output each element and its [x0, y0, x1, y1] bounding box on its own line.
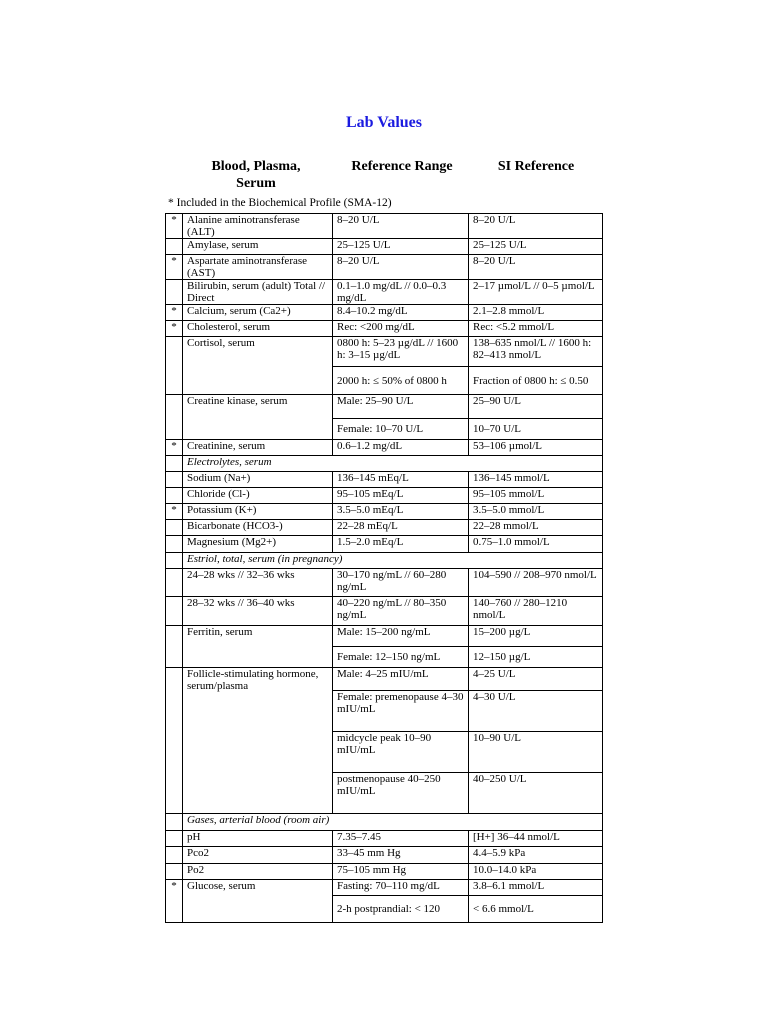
sma12-marker [166, 488, 183, 504]
table-row [166, 440, 603, 456]
reference-range-cell: 1.5–2.0 mEq/L [333, 536, 469, 553]
reference-range-cell: 7.35–7.45 [333, 831, 469, 847]
si-reference-cell: 22–28 mmol/L [469, 520, 603, 536]
section-label: Estriol, total, serum (in pregnancy) [183, 553, 603, 569]
reference-range-cell: 22–28 mEq/L [333, 520, 469, 536]
table-row [166, 831, 603, 847]
reference-range-cell: Female: premenopause 4–30 mIU/mL [333, 691, 469, 732]
analyte-cell: 24–28 wks // 32–36 wks [183, 569, 333, 597]
analyte-cell: Aspartate aminotransferase (AST) [183, 255, 333, 280]
sma12-marker [166, 239, 183, 255]
reference-range-cell: 2-h postprandial: < 120 [333, 896, 469, 923]
analyte-cell: Pco2 [183, 847, 333, 864]
analyte-cell: Cortisol, serum [183, 337, 333, 395]
reference-range-cell: 25–125 U/L [333, 239, 469, 255]
sma12-marker [166, 626, 183, 668]
si-reference-cell: 8–20 U/L [469, 255, 603, 280]
sma12-marker [166, 472, 183, 488]
si-reference-cell: 10–90 U/L [469, 732, 603, 773]
si-reference-cell: 10–70 U/L [469, 419, 603, 440]
table-row [166, 239, 603, 255]
table-row [166, 569, 603, 597]
si-reference-cell: 8–20 U/L [469, 214, 603, 239]
table-row [166, 305, 603, 321]
si-reference-cell: 95–105 mmol/L [469, 488, 603, 504]
reference-range-cell: 8–20 U/L [333, 255, 469, 280]
analyte-cell: Potassium (K+) [183, 504, 333, 520]
si-reference-cell: 15–200 µg/L [469, 626, 603, 647]
si-reference-cell: Rec: <5.2 mmol/L [469, 321, 603, 337]
reference-range-cell: 0.6–1.2 mg/dL [333, 440, 469, 456]
sma12-marker [166, 337, 183, 395]
si-reference-cell: 40–250 U/L [469, 773, 603, 814]
marker-cell [166, 553, 183, 569]
section-row [166, 553, 603, 569]
si-reference-cell: 136–145 mmol/L [469, 472, 603, 488]
analyte-cell: Ferritin, serum [183, 626, 333, 668]
reference-range-cell: 40–220 ng/mL // 80–350 ng/mL [333, 597, 469, 626]
table-row [166, 847, 603, 864]
table-row [166, 395, 603, 419]
section-row [166, 456, 603, 472]
reference-range-cell: Fasting: 70–110 mg/dL [333, 880, 469, 896]
sma12-marker [166, 520, 183, 536]
analyte-cell: Creatinine, serum [183, 440, 333, 456]
table-row [166, 214, 603, 239]
table-row [166, 668, 603, 691]
table-row [166, 880, 603, 896]
reference-range-cell: Female: 10–70 U/L [333, 419, 469, 440]
reference-range-cell: Male: 15–200 ng/mL [333, 626, 469, 647]
si-reference-cell: 138–635 nmol/L // 1600 h: 82–413 nmol/L [469, 337, 603, 367]
reference-range-cell: 95–105 mEq/L [333, 488, 469, 504]
table-row [166, 520, 603, 536]
table-row [166, 255, 603, 280]
marker-cell [166, 814, 183, 831]
table-row [166, 504, 603, 520]
section-label: Gases, arterial blood (room air) [183, 814, 603, 831]
sma12-marker [166, 831, 183, 847]
reference-range-cell: midcycle peak 10–90 mIU/mL [333, 732, 469, 773]
analyte-cell: Bicarbonate (HCO3-) [183, 520, 333, 536]
table-row [166, 321, 603, 337]
sma12-marker [166, 536, 183, 553]
sma12-marker [166, 668, 183, 814]
si-reference-cell: 25–125 U/L [469, 239, 603, 255]
reference-range-cell: 8.4–10.2 mg/dL [333, 305, 469, 321]
table-row [166, 536, 603, 553]
reference-range-cell: 3.5–5.0 mEq/L [333, 504, 469, 520]
sma12-marker [166, 597, 183, 626]
si-reference-cell: 4–25 U/L [469, 668, 603, 691]
reference-range-cell: postmenopause 40–250 mIU/mL [333, 773, 469, 814]
analyte-cell: Sodium (Na+) [183, 472, 333, 488]
reference-range-cell: 8–20 U/L [333, 214, 469, 239]
analyte-cell: Amylase, serum [183, 239, 333, 255]
reference-range-cell: 30–170 ng/mL // 60–280 ng/mL [333, 569, 469, 597]
reference-range-cell: 75–105 mm Hg [333, 864, 469, 880]
sma12-marker [166, 864, 183, 880]
table-row [166, 597, 603, 626]
column-header-reference-range: Reference Range [351, 159, 453, 174]
table-row [166, 864, 603, 880]
si-reference-cell: < 6.6 mmol/L [469, 896, 603, 923]
table-row [166, 626, 603, 647]
sma12-marker: * [166, 880, 183, 923]
sma12-marker: * [166, 305, 183, 321]
sma12-note: * Included in the Biochemical Profile (SMA-12) [168, 197, 392, 209]
lab-values-table [165, 213, 603, 923]
analyte-cell: Magnesium (Mg2+) [183, 536, 333, 553]
si-reference-cell: [H+] 36–44 nmol/L [469, 831, 603, 847]
table-row [166, 472, 603, 488]
analyte-cell: Follicle-stimulating hormone, serum/plasma [183, 668, 333, 814]
column-header-si-reference: SI Reference [497, 159, 575, 174]
table-row [166, 280, 603, 305]
si-reference-cell: 4.4–5.9 kPa [469, 847, 603, 864]
reference-range-cell: 2000 h: ≤ 50% of 0800 h [333, 367, 469, 395]
si-reference-cell: 140–760 // 280–1210 nmol/L [469, 597, 603, 626]
analyte-cell: Po2 [183, 864, 333, 880]
si-reference-cell: 12–150 µg/L [469, 647, 603, 668]
analyte-cell: Calcium, serum (Ca2+) [183, 305, 333, 321]
sma12-marker [166, 395, 183, 440]
analyte-cell: Bilirubin, serum (adult) Total // Direct [183, 280, 333, 305]
si-reference-cell: 25–90 U/L [469, 395, 603, 419]
si-reference-cell: 0.75–1.0 mmol/L [469, 536, 603, 553]
si-reference-cell: 3.8–6.1 mmol/L [469, 880, 603, 896]
analyte-cell: 28–32 wks // 36–40 wks [183, 597, 333, 626]
sma12-marker [166, 847, 183, 864]
reference-range-cell: 136–145 mEq/L [333, 472, 469, 488]
sma12-marker: * [166, 321, 183, 337]
analyte-cell: Chloride (Cl-) [183, 488, 333, 504]
si-reference-cell: 104–590 // 208–970 nmol/L [469, 569, 603, 597]
table-row [166, 337, 603, 367]
analyte-cell: Creatine kinase, serum [183, 395, 333, 440]
table-row [166, 488, 603, 504]
reference-range-cell: 33–45 mm Hg [333, 847, 469, 864]
page-title: Lab Values [345, 114, 423, 131]
sma12-marker [166, 280, 183, 305]
sma12-marker: * [166, 214, 183, 239]
analyte-cell: Cholesterol, serum [183, 321, 333, 337]
reference-range-cell: 0.1–1.0 mg/dL // 0.0–0.3 mg/dL [333, 280, 469, 305]
sma12-marker [166, 569, 183, 597]
reference-range-cell: 0800 h: 5–23 µg/dL // 1600 h: 3–15 µg/dL [333, 337, 469, 367]
si-reference-cell: 3.5–5.0 mmol/L [469, 504, 603, 520]
column-header-analyte: Blood, Plasma, Serum [211, 159, 301, 191]
section-row [166, 814, 603, 831]
si-reference-cell: 53–106 µmol/L [469, 440, 603, 456]
section-label: Electrolytes, serum [183, 456, 603, 472]
si-reference-cell: 4–30 U/L [469, 691, 603, 732]
si-reference-cell: Fraction of 0800 h: ≤ 0.50 [469, 367, 603, 395]
reference-range-cell: Female: 12–150 ng/mL [333, 647, 469, 668]
reference-range-cell: Male: 25–90 U/L [333, 395, 469, 419]
analyte-cell: Alanine aminotransferase (ALT) [183, 214, 333, 239]
si-reference-cell: 10.0–14.0 kPa [469, 864, 603, 880]
si-reference-cell: 2.1–2.8 mmol/L [469, 305, 603, 321]
reference-range-cell: Male: 4–25 mIU/mL [333, 668, 469, 691]
si-reference-cell: 2–17 µmol/L // 0–5 µmol/L [469, 280, 603, 305]
sma12-marker: * [166, 504, 183, 520]
marker-cell [166, 456, 183, 472]
analyte-cell: Glucose, serum [183, 880, 333, 923]
sma12-marker: * [166, 440, 183, 456]
sma12-marker: * [166, 255, 183, 280]
reference-range-cell: Rec: <200 mg/dL [333, 321, 469, 337]
analyte-cell: pH [183, 831, 333, 847]
